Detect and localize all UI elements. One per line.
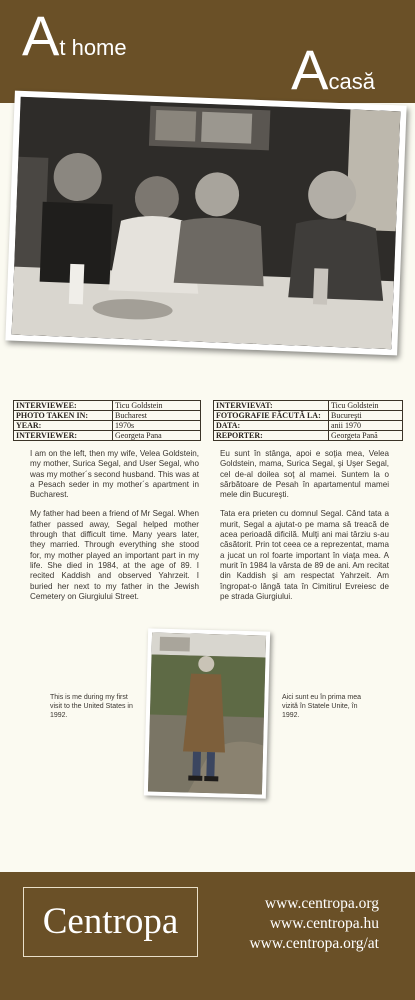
table-row: YEAR: 1970s — [14, 421, 201, 431]
paragraph: Tata era prieten cu domnul Segal. Când tata a murit, Segal a ajutat-o pe mama să treacă de acea perioadă dificilă. Mulţi ani mai târziu s-au căsătorit. Prin tot ceea ce a reprezentat, mama a jucat un rol foarte important în viaţa mea. A murit în 1984 la vârsta de 89 de ani. Am recitat din Kaddish şi am respectat Yahrzeit. Am îngropat-o lângă tata în Cimitirul Evreiesc de pe strada Giurgiului. — [220, 509, 389, 601]
link-centropa-at[interactable]: www.centropa.org/at — [249, 935, 379, 952]
paragraph: My father had been a friend of Mr Segal. When father passed away, Segal helped mother through that difficult time. Many years later, they married. Through everything she stood for, my mother played an important part in my life. She died in 1984, at the age of 89. I recited Kaddish and observed Yahrzeit. I buried her next to my father in the Jewish Cemetery on Giurgiului Street. — [30, 509, 199, 601]
logo-text: Centropa — [42, 901, 179, 942]
table-row: REPORTER: Georgeta Pană — [214, 431, 403, 441]
details-table-english — [13, 400, 201, 441]
paragraph: I am on the left, then my wife, Velea Goldstein, my mother, Surica Segal, and User Segal, who was my mother´s second husband. This was at a Pesach seder in my mother´s apartment in Bucharest. — [30, 449, 199, 500]
table-row: DATA: anii 1970 — [214, 421, 403, 431]
link-centropa-org[interactable]: www.centropa.org — [264, 895, 379, 912]
title-english: At home — [22, 4, 127, 67]
table-row: FOTOGRAFIE FĂCUTĂ LA: Bucureşti — [214, 411, 403, 421]
main-photo — [5, 91, 406, 356]
photo-caption-romanian: Aici sunt eu în prima mea vizită în Statele Unite, în 1992. — [282, 694, 361, 719]
table-row: INTERVIEWEE: Ticu Goldstein — [14, 401, 201, 411]
portrait-photo-image — [148, 633, 266, 795]
photo-caption-english: This is me during my first visit to the United States in 1992. — [50, 694, 133, 719]
details-table-romanian — [213, 400, 403, 441]
story-text-romanian — [220, 449, 389, 611]
table-row: INTERVIEVAT: Ticu Goldstein — [214, 401, 403, 411]
table-row: PHOTO TAKEN IN: Bucharest — [14, 411, 201, 421]
centropa-logo[interactable] — [23, 887, 198, 957]
paragraph: Eu sunt în stânga, apoi e soţia mea, Velea Goldstein, mama, Surica Segal, şi Uşer Segal, cel de-al doilea soţ al mamei. Suntem la o sărbătoare de Pesah în apartamentul mamei mele din Bucureşti. — [220, 449, 389, 500]
link-centropa-hu[interactable]: www.centropa.hu — [269, 915, 379, 932]
portrait-photo — [144, 628, 270, 798]
story-text-english — [30, 449, 199, 611]
footer-links — [249, 894, 379, 954]
family-photo-image — [12, 97, 401, 349]
title-romanian: Acasă — [291, 38, 375, 101]
table-row: INTERVIEWER: Georgeta Pana — [14, 431, 201, 441]
portrait-illustration — [148, 633, 266, 795]
family-photo-illustration — [12, 97, 401, 349]
